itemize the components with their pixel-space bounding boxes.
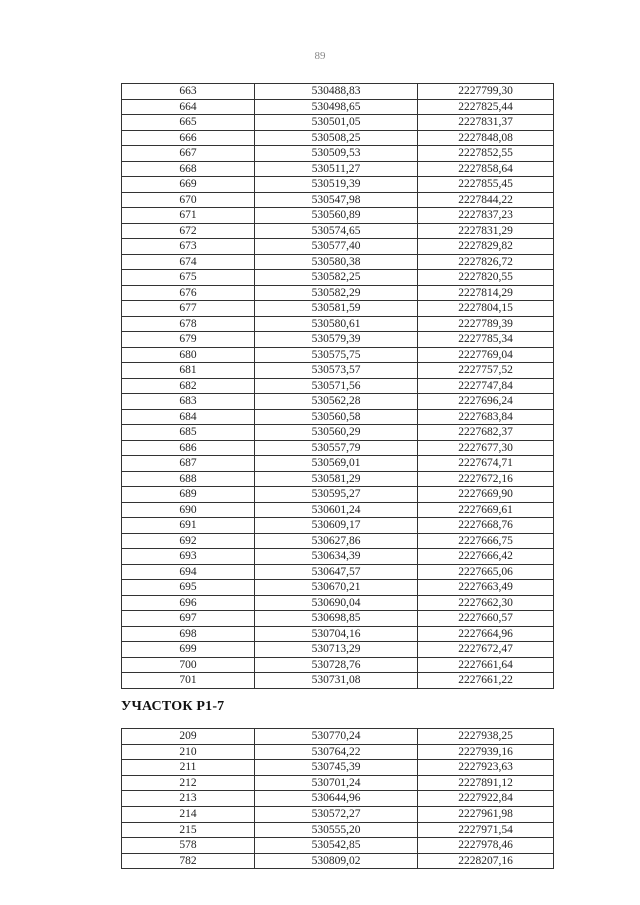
point-number-cell: 215 (122, 822, 255, 838)
point-number-cell: 675 (122, 270, 255, 286)
table-row (122, 394, 554, 410)
y-coordinate-cell: 2227669,90 (418, 487, 554, 503)
table-row (122, 192, 554, 208)
point-number-cell: 670 (122, 192, 255, 208)
x-coordinate-cell: 530560,29 (255, 425, 418, 441)
point-number-cell: 214 (122, 806, 255, 822)
y-coordinate-cell: 2227961,98 (418, 806, 554, 822)
point-number-cell: 685 (122, 425, 255, 441)
point-number-cell: 688 (122, 471, 255, 487)
x-coordinate-cell: 530569,01 (255, 456, 418, 472)
x-coordinate-cell: 530647,57 (255, 564, 418, 580)
table-row (122, 580, 554, 596)
y-coordinate-cell: 2227682,37 (418, 425, 554, 441)
y-coordinate-cell: 2227855,45 (418, 177, 554, 193)
table-row (122, 440, 554, 456)
table-row (122, 549, 554, 565)
x-coordinate-cell: 530579,39 (255, 332, 418, 348)
x-coordinate-cell: 530731,08 (255, 673, 418, 689)
y-coordinate-cell: 2227660,57 (418, 611, 554, 627)
table-row (122, 409, 554, 425)
table-row (122, 99, 554, 115)
table-row (122, 657, 554, 673)
point-number-cell: 671 (122, 208, 255, 224)
table-row (122, 316, 554, 332)
table-row (122, 487, 554, 503)
x-coordinate-cell: 530498,65 (255, 99, 418, 115)
y-coordinate-cell: 2227674,71 (418, 456, 554, 472)
point-number-cell: 693 (122, 549, 255, 565)
x-coordinate-cell: 530509,53 (255, 146, 418, 162)
point-number-cell: 679 (122, 332, 255, 348)
y-coordinate-cell: 2227978,46 (418, 838, 554, 854)
point-number-cell: 684 (122, 409, 255, 425)
x-coordinate-cell: 530582,29 (255, 285, 418, 301)
y-coordinate-cell: 2227666,42 (418, 549, 554, 565)
y-coordinate-cell: 2227852,55 (418, 146, 554, 162)
y-coordinate-cell: 2227799,30 (418, 84, 554, 100)
x-coordinate-cell: 530557,79 (255, 440, 418, 456)
x-coordinate-cell: 530547,98 (255, 192, 418, 208)
y-coordinate-cell: 2227922,84 (418, 791, 554, 807)
y-coordinate-cell: 2227814,29 (418, 285, 554, 301)
x-coordinate-cell: 530745,39 (255, 760, 418, 776)
y-coordinate-cell: 2227683,84 (418, 409, 554, 425)
table-row (122, 347, 554, 363)
table-row (122, 838, 554, 854)
table-row (122, 161, 554, 177)
table-row (122, 729, 554, 745)
y-coordinate-cell: 2227844,22 (418, 192, 554, 208)
x-coordinate-cell: 530580,38 (255, 254, 418, 270)
x-coordinate-cell: 530728,76 (255, 657, 418, 673)
table-row (122, 853, 554, 869)
x-coordinate-cell: 530764,22 (255, 744, 418, 760)
table-row (122, 564, 554, 580)
x-coordinate-cell: 530560,89 (255, 208, 418, 224)
table-row (122, 611, 554, 627)
y-coordinate-cell: 2227820,55 (418, 270, 554, 286)
point-number-cell: 667 (122, 146, 255, 162)
point-number-cell: 664 (122, 99, 255, 115)
table-row (122, 791, 554, 807)
point-number-cell: 681 (122, 363, 255, 379)
table-row (122, 456, 554, 472)
y-coordinate-cell: 2227747,84 (418, 378, 554, 394)
point-number-cell: 674 (122, 254, 255, 270)
x-coordinate-cell: 530690,04 (255, 595, 418, 611)
point-number-cell: 680 (122, 347, 255, 363)
point-number-cell: 689 (122, 487, 255, 503)
x-coordinate-cell: 530511,27 (255, 161, 418, 177)
point-number-cell: 682 (122, 378, 255, 394)
x-coordinate-cell: 530562,28 (255, 394, 418, 410)
x-coordinate-cell: 530488,83 (255, 84, 418, 100)
table-row (122, 425, 554, 441)
x-coordinate-cell: 530580,61 (255, 316, 418, 332)
point-number-cell: 209 (122, 729, 255, 745)
y-coordinate-cell: 2227804,15 (418, 301, 554, 317)
y-coordinate-cell: 2227677,30 (418, 440, 554, 456)
y-coordinate-cell: 2227971,54 (418, 822, 554, 838)
table-row (122, 775, 554, 791)
point-number-cell: 694 (122, 564, 255, 580)
x-coordinate-cell: 530555,20 (255, 822, 418, 838)
x-coordinate-cell: 530574,65 (255, 223, 418, 239)
point-number-cell: 683 (122, 394, 255, 410)
x-coordinate-cell: 530670,21 (255, 580, 418, 596)
point-number-cell: 686 (122, 440, 255, 456)
point-number-cell: 698 (122, 626, 255, 642)
section-title: УЧАСТОК Р1-7 (121, 699, 225, 714)
table-row (122, 595, 554, 611)
x-coordinate-cell: 530519,39 (255, 177, 418, 193)
table-row (122, 363, 554, 379)
point-number-cell: 578 (122, 838, 255, 854)
point-number-cell: 691 (122, 518, 255, 534)
y-coordinate-cell: 2227939,16 (418, 744, 554, 760)
point-number-cell: 669 (122, 177, 255, 193)
y-coordinate-cell: 2227891,12 (418, 775, 554, 791)
y-coordinate-cell: 2227661,64 (418, 657, 554, 673)
x-coordinate-cell: 530701,24 (255, 775, 418, 791)
x-coordinate-cell: 530581,59 (255, 301, 418, 317)
table-row (122, 502, 554, 518)
y-coordinate-cell: 2227789,39 (418, 316, 554, 332)
y-coordinate-cell: 2227757,52 (418, 363, 554, 379)
y-coordinate-cell: 2227769,04 (418, 347, 554, 363)
point-number-cell: 692 (122, 533, 255, 549)
table-row (122, 533, 554, 549)
point-number-cell: 699 (122, 642, 255, 658)
y-coordinate-cell: 2227662,30 (418, 595, 554, 611)
table-row (122, 301, 554, 317)
table-row (122, 642, 554, 658)
point-number-cell: 690 (122, 502, 255, 518)
x-coordinate-cell: 530704,16 (255, 626, 418, 642)
y-coordinate-cell: 2227837,23 (418, 208, 554, 224)
y-coordinate-cell: 2227829,82 (418, 239, 554, 255)
table-row (122, 806, 554, 822)
table-row (122, 177, 554, 193)
point-number-cell: 695 (122, 580, 255, 596)
point-number-cell: 677 (122, 301, 255, 317)
x-coordinate-cell: 530501,05 (255, 115, 418, 131)
point-number-cell: 666 (122, 130, 255, 146)
x-coordinate-cell: 530581,29 (255, 471, 418, 487)
table-row (122, 332, 554, 348)
table-row (122, 673, 554, 689)
x-coordinate-cell: 530582,25 (255, 270, 418, 286)
x-coordinate-cell: 530627,86 (255, 533, 418, 549)
table-row (122, 130, 554, 146)
y-coordinate-cell: 2227923,63 (418, 760, 554, 776)
y-coordinate-cell: 2227665,06 (418, 564, 554, 580)
table-row (122, 146, 554, 162)
table-row (122, 208, 554, 224)
y-coordinate-cell: 2227666,75 (418, 533, 554, 549)
point-number-cell: 673 (122, 239, 255, 255)
point-number-cell: 668 (122, 161, 255, 177)
x-coordinate-cell: 530508,25 (255, 130, 418, 146)
x-coordinate-cell: 530577,40 (255, 239, 418, 255)
y-coordinate-cell: 2227669,61 (418, 502, 554, 518)
table-row (122, 760, 554, 776)
point-number-cell: 687 (122, 456, 255, 472)
y-coordinate-cell: 2227785,34 (418, 332, 554, 348)
x-coordinate-cell: 530560,58 (255, 409, 418, 425)
x-coordinate-cell: 530572,27 (255, 806, 418, 822)
page-number: 89 (314, 50, 326, 62)
y-coordinate-cell: 2227663,49 (418, 580, 554, 596)
y-coordinate-cell: 2227831,37 (418, 115, 554, 131)
point-number-cell: 665 (122, 115, 255, 131)
point-number-cell: 782 (122, 853, 255, 869)
x-coordinate-cell: 530542,85 (255, 838, 418, 854)
table-row (122, 239, 554, 255)
y-coordinate-cell: 2227661,22 (418, 673, 554, 689)
y-coordinate-cell: 2228207,16 (418, 853, 554, 869)
y-coordinate-cell: 2227668,76 (418, 518, 554, 534)
y-coordinate-cell: 2227848,08 (418, 130, 554, 146)
y-coordinate-cell: 2227858,64 (418, 161, 554, 177)
table-row (122, 84, 554, 100)
point-number-cell: 213 (122, 791, 255, 807)
table-row (122, 626, 554, 642)
x-coordinate-cell: 530573,57 (255, 363, 418, 379)
x-coordinate-cell: 530609,17 (255, 518, 418, 534)
y-coordinate-cell: 2227672,47 (418, 642, 554, 658)
y-coordinate-cell: 2227938,25 (418, 729, 554, 745)
x-coordinate-cell: 530571,56 (255, 378, 418, 394)
point-number-cell: 210 (122, 744, 255, 760)
y-coordinate-cell: 2227826,72 (418, 254, 554, 270)
point-number-cell: 211 (122, 760, 255, 776)
point-number-cell: 700 (122, 657, 255, 673)
table-row (122, 115, 554, 131)
x-coordinate-cell: 530644,96 (255, 791, 418, 807)
x-coordinate-cell: 530634,39 (255, 549, 418, 565)
point-number-cell: 697 (122, 611, 255, 627)
point-number-cell: 672 (122, 223, 255, 239)
point-number-cell: 663 (122, 84, 255, 100)
table-row (122, 378, 554, 394)
point-number-cell: 212 (122, 775, 255, 791)
point-number-cell: 696 (122, 595, 255, 611)
table-row (122, 822, 554, 838)
y-coordinate-cell: 2227825,44 (418, 99, 554, 115)
table-row (122, 744, 554, 760)
point-number-cell: 678 (122, 316, 255, 332)
point-number-cell: 676 (122, 285, 255, 301)
x-coordinate-cell: 530809,02 (255, 853, 418, 869)
table-row (122, 254, 554, 270)
x-coordinate-cell: 530713,29 (255, 642, 418, 658)
table-row (122, 270, 554, 286)
coordinates-table (121, 83, 554, 689)
x-coordinate-cell: 530595,27 (255, 487, 418, 503)
table-row (122, 223, 554, 239)
table-row (122, 285, 554, 301)
y-coordinate-cell: 2227696,24 (418, 394, 554, 410)
x-coordinate-cell: 530575,75 (255, 347, 418, 363)
y-coordinate-cell: 2227672,16 (418, 471, 554, 487)
y-coordinate-cell: 2227664,96 (418, 626, 554, 642)
x-coordinate-cell: 530770,24 (255, 729, 418, 745)
table-row (122, 471, 554, 487)
point-number-cell: 701 (122, 673, 255, 689)
table-row (122, 518, 554, 534)
section-coordinates-table (121, 728, 554, 869)
y-coordinate-cell: 2227831,29 (418, 223, 554, 239)
x-coordinate-cell: 530601,24 (255, 502, 418, 518)
x-coordinate-cell: 530698,85 (255, 611, 418, 627)
